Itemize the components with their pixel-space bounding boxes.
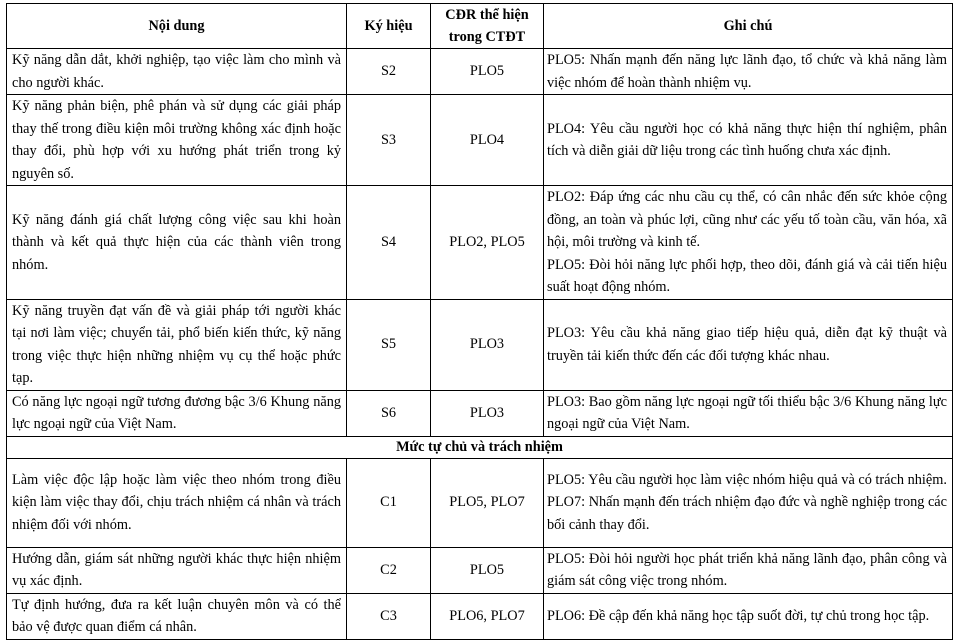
note-line: PLO5: Đòi hỏi người học phát triển khả năng lãnh đạo, phân công và giám sát công việc trong nhóm. <box>547 550 947 589</box>
cell-content: Hướng dẫn, giám sát những người khác thực hiện nhiệm vụ xác định. <box>7 547 347 593</box>
cell-plo: PLO6, PLO7 <box>431 593 544 639</box>
cell-symbol: S3 <box>347 95 431 186</box>
cell-note <box>544 186 953 300</box>
cell-content: Kỹ năng truyền đạt vấn đề và giải pháp tới người khác tại nơi làm việc; chuyển tải, phổ biến kiến thức, kỹ năng trong việc thực hiện những nhiệm vụ cụ thể hoặc phức tạp. <box>7 299 347 390</box>
cell-plo: PLO5 <box>431 547 544 593</box>
cell-content: Tự định hướng, đưa ra kết luận chuyên môn và có thể bảo vệ được quan điểm cá nhân. <box>7 593 347 639</box>
cell-plo: PLO2, PLO5 <box>431 186 544 300</box>
table-row <box>7 186 953 300</box>
cell-symbol: S4 <box>347 186 431 300</box>
note-line: PLO5: Yêu cầu người học làm việc nhóm hiệu quả và có trách nhiệm. <box>547 471 947 488</box>
table-row <box>7 299 953 390</box>
cell-symbol: S6 <box>347 390 431 436</box>
header-note: Ghi chú <box>544 4 953 49</box>
section-title: Mức tự chủ và trách nhiệm <box>7 436 953 458</box>
header-symbol: Ký hiệu <box>347 4 431 49</box>
note-line: PLO3: Yêu cầu khả năng giao tiếp hiệu quả, diễn đạt kỹ thuật và truyền tải kiến thức đến các đối tượng khác nhau. <box>547 325 947 364</box>
note-line: PLO7: Nhấn mạnh đến trách nhiệm đạo đức và nghề nghiệp trong các bối cảnh thay đổi. <box>547 494 947 533</box>
cell-content: Kỹ năng phản biện, phê phán và sử dụng các giải pháp thay thế trong điều kiện môi trường không xác định hoặc thay đổi, phù hợp với xu hướng phát triển trong kỷ nguyên số. <box>7 95 347 186</box>
cell-note <box>544 49 953 95</box>
note-line: PLO3: Bao gồm năng lực ngoại ngữ tối thiểu bậc 3/6 Khung năng lực ngoại ngữ của Việt Nam. <box>547 393 947 432</box>
cell-symbol: S2 <box>347 49 431 95</box>
section-row <box>7 436 953 458</box>
cell-plo: PLO5, PLO7 <box>431 458 544 547</box>
cell-note <box>544 390 953 436</box>
cell-plo: PLO5 <box>431 49 544 95</box>
table-row <box>7 547 953 593</box>
cell-symbol: S5 <box>347 299 431 390</box>
section-row-group <box>7 436 953 458</box>
document-page <box>6 3 952 640</box>
header-content: Nội dung <box>7 4 347 49</box>
table-row <box>7 458 953 547</box>
cell-content: Làm việc độc lập hoặc làm việc theo nhóm trong điều kiện làm việc thay đổi, chịu trách nhiệm cá nhân và trách nhiệm đối với nhóm. <box>7 458 347 547</box>
cell-content: Kỹ năng đánh giá chất lượng công việc sau khi hoàn thành và kết quả thực hiện của các thành viên trong nhóm. <box>7 186 347 300</box>
cell-symbol: C3 <box>347 593 431 639</box>
skills-rows <box>7 49 953 437</box>
header-plo-line2: trong CTĐT <box>448 29 526 45</box>
cell-note <box>544 299 953 390</box>
note-line: PLO2: Đáp ứng các nhu cầu cụ thể, có cân nhắc đến sức khỏe cộng đồng, an toàn và phúc lợi, cũng như các yếu tố toàn cầu, văn hóa, xã hội, môi trường và kinh tế. <box>547 189 947 250</box>
cell-symbol: C1 <box>347 458 431 547</box>
header-plo-line1: CĐR thể hiện <box>445 7 529 23</box>
autonomy-rows <box>7 458 953 639</box>
table-row <box>7 49 953 95</box>
header-plo <box>431 4 544 49</box>
cell-plo: PLO3 <box>431 299 544 390</box>
table-row <box>7 593 953 639</box>
table-header-row <box>7 4 953 49</box>
table-row <box>7 95 953 186</box>
cell-content: Kỹ năng dẫn dắt, khởi nghiệp, tạo việc làm cho mình và cho người khác. <box>7 49 347 95</box>
note-line: PLO6: Đề cập đến khả năng học tập suốt đời, tự chủ trong học tập. <box>547 607 930 624</box>
note-line: PLO5: Nhấn mạnh đến năng lực lãnh đạo, tổ chức và khả năng làm việc nhóm để hoàn thành nhiệm vụ. <box>547 52 947 91</box>
cell-symbol: C2 <box>347 547 431 593</box>
cell-plo: PLO4 <box>431 95 544 186</box>
cell-note <box>544 458 953 547</box>
cell-note <box>544 95 953 186</box>
table-row <box>7 390 953 436</box>
learning-outcomes-table <box>6 3 953 640</box>
cell-plo: PLO3 <box>431 390 544 436</box>
cell-note <box>544 547 953 593</box>
note-line: PLO5: Đòi hỏi năng lực phối hợp, theo dõi, đánh giá và cải tiến hiệu suất hoạt động nhóm. <box>547 256 947 295</box>
note-line: PLO4: Yêu cầu người học có khả năng thực hiện thí nghiệm, phân tích và diễn giải dữ liệu trong các tình huống chưa xác định. <box>547 120 947 159</box>
cell-content: Có năng lực ngoại ngữ tương đương bậc 3/6 Khung năng lực ngoại ngữ của Việt Nam. <box>7 390 347 436</box>
cell-note <box>544 593 953 639</box>
